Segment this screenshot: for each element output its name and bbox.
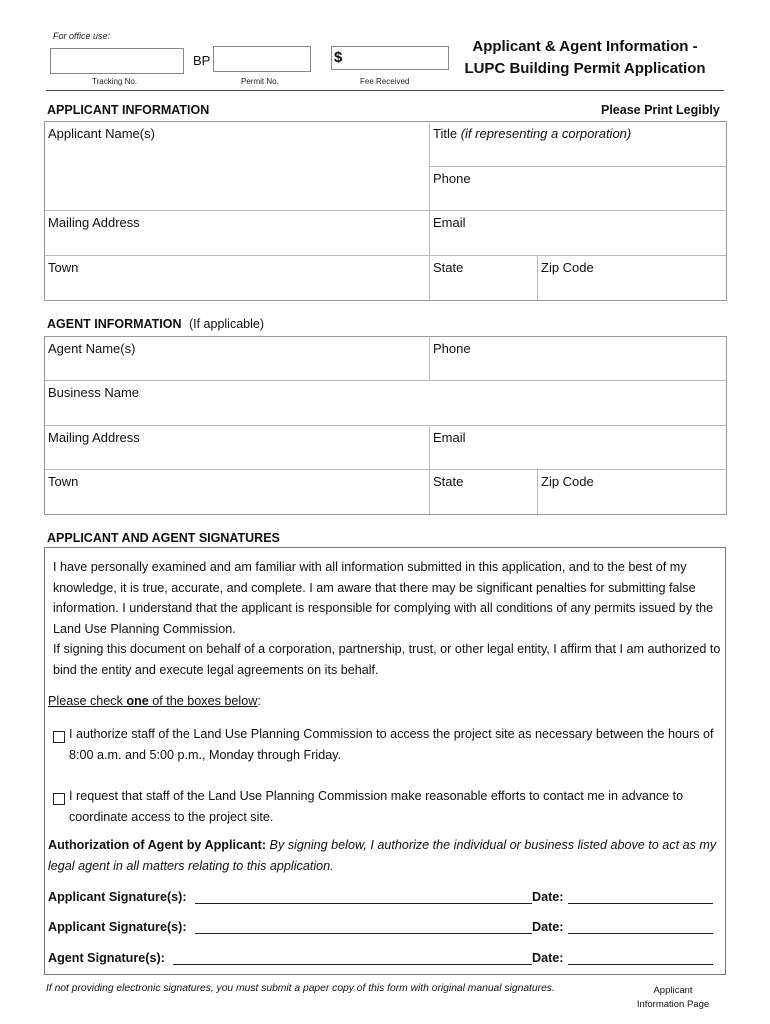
fee-label: Fee Received [360, 77, 410, 86]
applicant-mailing-label: Mailing Address [48, 215, 140, 230]
agent-phone-field[interactable] [430, 337, 726, 381]
agent-state-field[interactable] [430, 470, 538, 514]
permit-number-field[interactable] [213, 46, 311, 72]
option-2-checkbox[interactable] [53, 793, 65, 805]
agent-zip-field[interactable] [538, 470, 726, 514]
option-1-text: I authorize staff of the Land Use Planning Commission to access the project site as necessary between the hours of 8:00 a.m. and 5:00 p.m., Monday through Friday. [69, 727, 714, 762]
option-1-checkbox[interactable] [53, 731, 65, 743]
applicant-town-field[interactable] [45, 256, 430, 300]
bp-prefix: BP [193, 53, 211, 68]
date-line-1[interactable] [568, 891, 713, 904]
check-pre: Please check [48, 694, 127, 708]
applicant-mailing-field[interactable] [45, 211, 430, 256]
agent-authorization [48, 835, 720, 876]
check-post: of the boxes below [148, 694, 258, 708]
agent-email-label: Email [433, 430, 466, 445]
page-label [628, 984, 718, 1012]
applicant-signature-line-2[interactable] [195, 921, 532, 934]
agent-heading: AGENT INFORMATION [47, 317, 182, 331]
check-colon: : [257, 694, 261, 708]
date-line-3[interactable] [568, 952, 713, 965]
agent-name-field[interactable] [45, 337, 430, 381]
date-line-2[interactable] [568, 921, 713, 934]
tracking-number-field[interactable] [50, 48, 184, 74]
agent-name-label: Agent Name(s) [48, 341, 136, 356]
applicant-zip-field[interactable] [538, 256, 726, 300]
agent-town-field[interactable] [45, 470, 430, 514]
agent-heading-row [47, 317, 264, 331]
certification-paragraph: I have personally examined and am familiar with all information submitted in this application, and to the best of my knowledge, it is true, accurate, and complete. I am aware that there may be significant penalties for submitting false information. I understand that the applicant is responsible for complying with all conditions of any permits issued by the Land Use Planning Commission. [53, 560, 714, 636]
applicant-name-label: Applicant Name(s) [48, 126, 155, 141]
office-use-label: For office use: [53, 31, 111, 41]
date-label-3: Date: [532, 951, 564, 965]
agent-state-label: State [433, 474, 464, 489]
check-instruction [48, 691, 261, 712]
signatures-box [44, 547, 726, 975]
agent-email-field[interactable] [430, 426, 726, 470]
permit-label: Permit No. [241, 77, 279, 86]
agent-mailing-label: Mailing Address [48, 430, 140, 445]
signatures-heading: APPLICANT AND AGENT SIGNATURES [47, 531, 280, 545]
agent-business-label: Business Name [48, 385, 140, 400]
agent-phone-label: Phone [433, 341, 471, 356]
agent-signature-line[interactable] [173, 952, 532, 965]
applicant-name-field[interactable] [45, 122, 430, 211]
applicant-state-field[interactable] [430, 256, 538, 300]
page-label-line-2: Information Page [636, 999, 710, 1010]
applicant-phone-field[interactable] [430, 167, 726, 211]
header-divider [46, 90, 724, 91]
auth-italic: By signing below, I authorize the individual or business listed above to act as my legal agent in all matters relating to this application. [48, 838, 717, 873]
applicant-info-grid [44, 121, 727, 301]
applicant-email-field[interactable] [430, 211, 726, 256]
applicant-title-label: Title [433, 126, 461, 141]
applicant-title-field[interactable] [430, 122, 726, 167]
check-bold: one [126, 694, 149, 708]
title-line-2: LUPC Building Permit Application [464, 60, 706, 77]
option-2-text: I request that staff of the Land Use Planning Commission make reasonable efforts to contact me in advance to coordinate access to the project site. [69, 789, 684, 824]
applicant-email-label: Email [433, 215, 466, 230]
page-label-line-1: Applicant [653, 985, 693, 996]
agent-town-label: Town [48, 474, 79, 489]
applicant-zip-label: Zip Code [541, 260, 594, 275]
entity-paragraph: If signing this document on behalf of a corporation, partnership, trust, or other legal entity, I affirm that I am authorized to bind the entity and execute legal agreements on its behalf. [53, 642, 721, 677]
agent-signature-label: Agent Signature(s): [48, 951, 165, 965]
fee-received-field[interactable] [331, 46, 449, 70]
agent-business-field[interactable] [45, 381, 726, 426]
agent-heading-note: (If applicable) [188, 317, 265, 331]
applicant-signature-label-2: Applicant Signature(s): [48, 920, 187, 934]
applicant-state-label: State [433, 260, 464, 275]
tracking-label: Tracking No. [92, 77, 138, 86]
applicant-phone-label: Phone [433, 171, 471, 186]
print-legibly-note: Please Print Legibly [601, 103, 720, 117]
agent-mailing-field[interactable] [45, 426, 430, 470]
agent-info-grid [44, 336, 727, 515]
auth-bold: Authorization of Agent by Applicant: [48, 838, 267, 852]
applicant-title-note: (if representing a corporation) [460, 126, 632, 141]
agent-zip-label: Zip Code [541, 474, 594, 489]
title-line-1: Applicant & Agent Information - [472, 38, 698, 55]
applicant-signature-line-1[interactable] [195, 891, 532, 904]
applicant-signature-label-1: Applicant Signature(s): [48, 890, 187, 904]
date-label-1: Date: [532, 890, 564, 904]
applicant-heading: APPLICANT INFORMATION [47, 103, 210, 117]
dollar-sign: $ [334, 49, 343, 66]
date-label-2: Date: [532, 920, 564, 934]
page-title [455, 36, 715, 80]
footer-note: If not providing electronic signatures, you must submit a paper copy of this form with original manual signatures. [46, 983, 555, 994]
applicant-town-label: Town [48, 260, 79, 275]
